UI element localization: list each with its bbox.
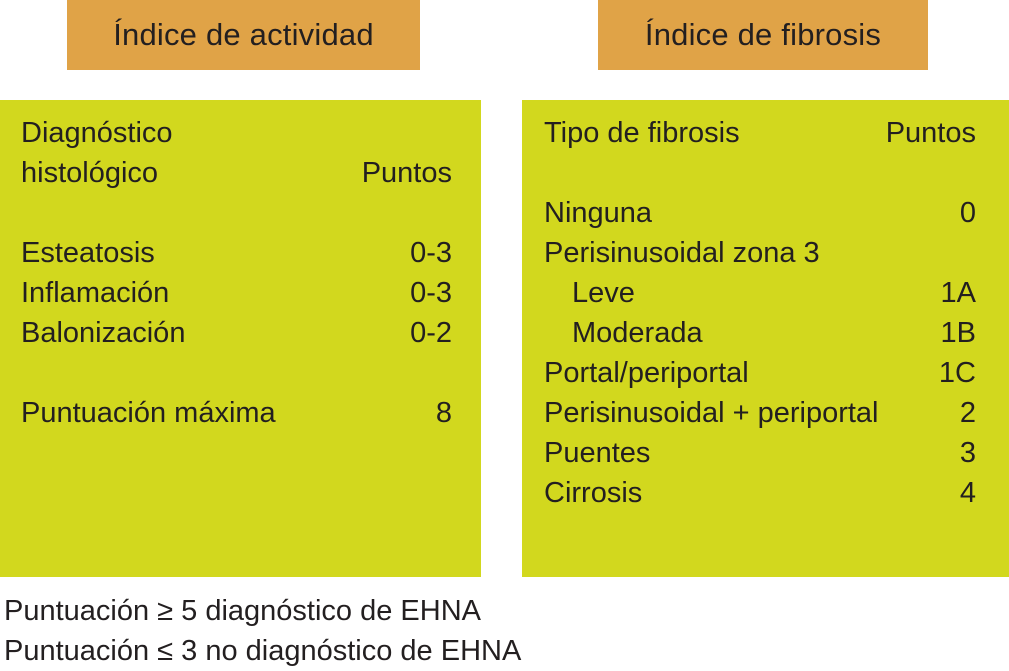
fibrosis-row (544, 433, 976, 473)
fibrosis-row-label: Perisinusoidal + periportal (544, 397, 879, 429)
fibrosis-row-points: 1A (940, 277, 976, 309)
fibrosis-type-header: Tipo de fibrosis (544, 117, 740, 149)
activity-row-points: 0-2 (410, 317, 452, 349)
fibrosis-row-points: 0 (959, 197, 976, 229)
activity-row (21, 313, 452, 353)
activity-row-points: 0-3 (410, 237, 452, 269)
fibrosis-row (544, 273, 976, 313)
fibrosis-index-panel (522, 100, 1009, 577)
footer-note-diagnostic: Puntuación ≥ 5 diagnóstico de EHNA (4, 595, 481, 627)
fibrosis-row (544, 473, 976, 513)
activity-max-row (21, 393, 452, 433)
fibrosis-index-title: Índice de fibrosis (644, 17, 882, 52)
fibrosis-row-points: 4 (959, 477, 976, 509)
activity-index-header (67, 0, 420, 70)
fibrosis-row (544, 393, 976, 433)
activity-row (21, 233, 452, 273)
fibrosis-row-points: 2 (959, 397, 976, 429)
activity-row-label: Inflamación (21, 277, 170, 309)
max-score-label: Puntuación máxima (21, 397, 276, 429)
fibrosis-row-points: 1C (938, 357, 976, 389)
fibrosis-row-label: Leve (572, 277, 635, 309)
diagnosis-label-line2: histológico (21, 157, 159, 189)
fibrosis-row-label: Moderada (572, 317, 703, 349)
fibrosis-row-label: Puentes (544, 437, 651, 469)
fibrosis-points-header: Puntos (885, 117, 976, 149)
max-score-value: 8 (435, 397, 452, 429)
fibrosis-column-header (544, 113, 976, 153)
activity-row-points: 0-3 (410, 277, 452, 309)
activity-column-header-line1 (21, 113, 452, 153)
fibrosis-row-points: 1B (940, 317, 976, 349)
activity-row (21, 273, 452, 313)
fibrosis-row (544, 233, 976, 273)
diagnosis-label-line1: Diagnóstico (21, 117, 173, 149)
activity-index-title: Índice de actividad (113, 17, 374, 52)
fibrosis-row (544, 193, 976, 233)
activity-column-header-line2 (21, 153, 452, 193)
fibrosis-index-header (598, 0, 928, 70)
fibrosis-row-label: Ninguna (544, 197, 653, 229)
fibrosis-row-label: Cirrosis (544, 477, 643, 509)
activity-row-label: Balonización (21, 317, 186, 349)
activity-row-label: Esteatosis (21, 237, 155, 269)
activity-index-panel (0, 100, 481, 577)
fibrosis-row-label: Perisinusoidal zona 3 (544, 237, 820, 269)
fibrosis-row-label: Portal/periportal (544, 357, 749, 389)
activity-points-header: Puntos (361, 157, 452, 189)
footer-note-non-diagnostic: Puntuación ≤ 3 no diagnóstico de EHNA (4, 635, 522, 667)
fibrosis-row (544, 353, 976, 393)
fibrosis-row-points: 3 (959, 437, 976, 469)
fibrosis-row (544, 313, 976, 353)
